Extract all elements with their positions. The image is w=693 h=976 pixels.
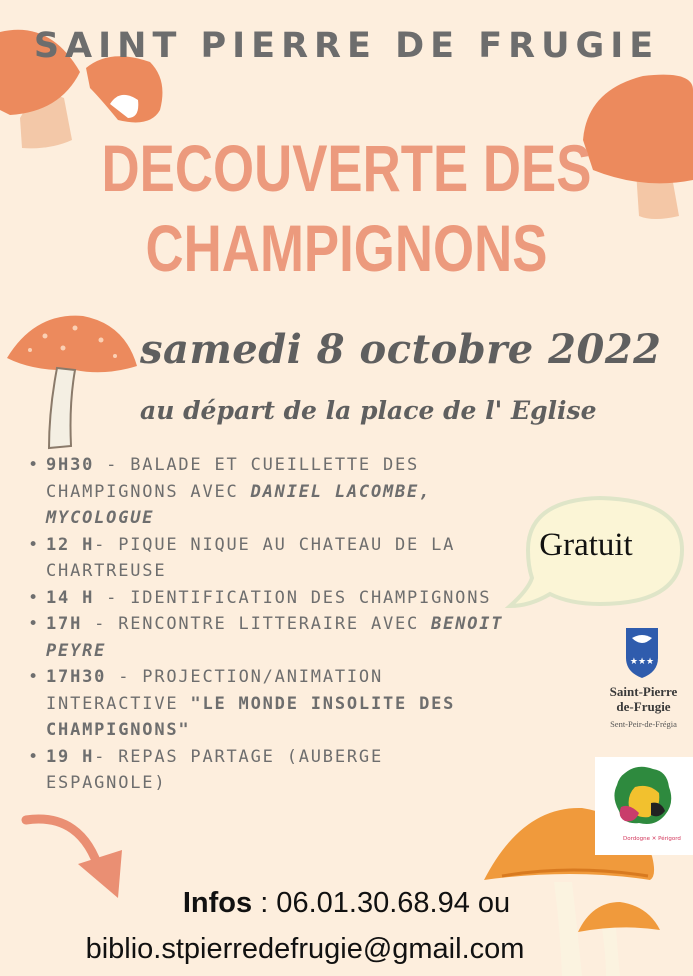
program-item	[26, 611, 506, 664]
town-name-heading: SAINT PIERRE DE FRUGIE	[33, 26, 660, 66]
program-time: 12 H	[46, 534, 95, 555]
free-label: Gratuit	[539, 527, 633, 563]
program-guest: BENOIT PEYRE	[46, 614, 504, 661]
program-time: 17H30	[46, 667, 107, 687]
program-text: - BALADE ET CUEILLETTE DES CHAMPIGNONS AVEC	[46, 455, 420, 502]
svg-text:★★★: ★★★	[629, 657, 655, 667]
program-text: - IDENTIFICATION DES CHAMPIGNONS	[94, 587, 492, 608]
program-text: - REPAS PARTAGE (AUBERGE ESPAGNOLE)	[46, 746, 383, 793]
program-item	[26, 664, 506, 744]
commune-logo	[596, 624, 691, 729]
program-time: 19 H	[46, 746, 95, 767]
dordogne-map-icon	[595, 757, 693, 837]
program-time: 14 H	[46, 587, 95, 608]
program-item	[26, 532, 506, 585]
phone-number: : 06.01.30.68.94 ou	[252, 887, 511, 919]
program-item	[26, 744, 506, 797]
program-film-title: "LE MONDE INSOLITE DES CHAMPIGNONS"	[46, 693, 456, 740]
program-item	[26, 585, 506, 612]
event-title	[69, 128, 623, 288]
contact-phone-line	[0, 882, 693, 924]
event-date: samedi 8 octobre 2022	[140, 326, 662, 373]
program-time: 9H30	[46, 455, 95, 475]
program-item	[26, 452, 506, 532]
title-line-2: CHAMPIGNONS	[145, 211, 548, 285]
program-text: - PIQUE NIQUE AU CHATEAU DE LA CHARTREUSE	[46, 534, 456, 581]
dordogne-logo-text: Dordogne ✕ Périgord	[623, 836, 681, 842]
commune-name-line-2: de-Frugie	[616, 699, 671, 714]
commune-name-line-1: Saint-Pierre	[609, 684, 678, 699]
contact-email: biblio.stpierredefrugie@gmail.com	[85, 933, 525, 965]
commune-coat-of-arms-icon	[596, 624, 691, 680]
mushroom-left-illustration	[5, 314, 140, 454]
program-list	[26, 452, 506, 797]
program-text: - RENCONTRE LITTERAIRE AVEC	[82, 614, 432, 634]
program-guest: DANIEL LACOMBE, MYCOLOGUE	[46, 481, 432, 528]
title-line-1: DECOUVERTE DES	[101, 131, 592, 205]
program-time: 17H	[46, 614, 83, 634]
commune-occitan-name: Sent-Peir-de-Frégia	[610, 719, 677, 729]
program-text: - PROJECTION/ANIMATION INTERACTIVE	[46, 667, 383, 714]
dordogne-perigord-logo	[595, 757, 693, 855]
meeting-place: au départ de la place de l' Eglise	[140, 396, 597, 425]
infos-label: Infos	[182, 887, 253, 919]
